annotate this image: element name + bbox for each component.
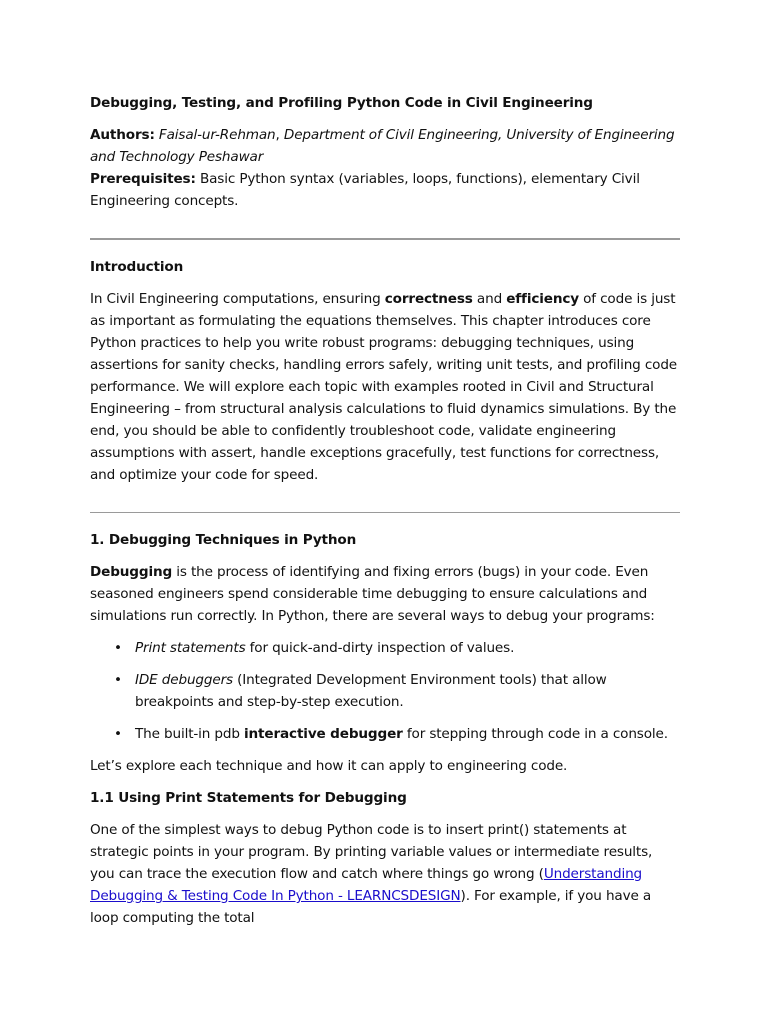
intro-text-2: and [472, 291, 507, 307]
section1-heading: 1. Debugging Techniques in Python [90, 532, 357, 548]
document-page [90, 92, 680, 939]
author-affiliation: Department of Civil Engineering, University of Engineering and Technology Peshawar [90, 127, 675, 165]
debugging-techniques-list [90, 637, 680, 745]
section1-closing-paragraph: Let’s explore each technique and how it can apply to engineering code. [90, 758, 568, 774]
list-item-text: for stepping through code in a console. [402, 726, 668, 742]
intro-text-1: In Civil Engineering computations, ensuring [90, 291, 385, 307]
intro-bold-efficiency: efficiency [506, 291, 579, 307]
section1-1-paragraph [90, 819, 680, 929]
introduction-paragraph [90, 288, 680, 486]
prerequisites-label: Prerequisites: [90, 171, 196, 187]
prerequisites-line [90, 168, 680, 212]
bullet-icon: • [114, 640, 122, 656]
reference-link[interactable]: Understanding Debugging & Testing Code In Python - LEARNCSDESIGN [90, 866, 643, 904]
list-item-text: (Integrated Development Environment tools) that allow breakpoints and step-by-step execution. [135, 672, 607, 710]
list-item-strong: interactive debugger [244, 726, 403, 742]
authors-separator: , [275, 127, 284, 143]
section-divider [90, 238, 680, 240]
bullet-icon: • [114, 672, 122, 688]
section1-1-text-2: ). For example, if you have a loop computing the total [90, 888, 652, 926]
list-item-emphasis: IDE debuggers [135, 672, 233, 688]
introduction-heading: Introduction [90, 259, 184, 275]
intro-bold-correctness: correctness [384, 291, 473, 307]
document-title: Debugging, Testing, and Profiling Python Code in Civil Engineering [90, 95, 593, 111]
section-divider [90, 512, 680, 513]
document-meta [90, 124, 680, 212]
bullet-icon: • [114, 726, 122, 742]
section1-text: is the process of identifying and fixing errors (bugs) in your code. Even seasoned engineers spend considerable time debugging to ensure calculations and simulations run correctly. In Python, there are several ways to debug your programs: [90, 564, 655, 624]
authors-label: Authors: [90, 127, 155, 143]
intro-text-3: of code is just as important as formulating the equations themselves. This chapter introduces core Python practices to help you write robust programs: debugging techniques, using assertions for sanity checks, handling errors safely, writing unit tests, and profiling code performance. We will explore each topic with examples rooted in Civil and Structural Engineering – from structural analysis calculations to fluid dynamics simulations. By the end, you should be able to confidently troubleshoot code, validate engineering assumptions with assert, handle exceptions gracefully, test functions for correctness, and optimize your code for speed. [90, 291, 678, 483]
author-name: Faisal-ur-Rehman [158, 127, 276, 143]
prerequisites-text: Basic Python syntax (variables, loops, functions), elementary Civil Engineering concepts. [90, 171, 640, 209]
section1-1-heading: 1.1 Using Print Statements for Debugging [90, 790, 407, 806]
section1-paragraph [90, 561, 680, 627]
section1-1-text-1: One of the simplest ways to debug Python code is to insert print() statements at strategic points in your program. By printing variable values or intermediate results, you can trace the execution flow and catch where things go wrong ( [90, 822, 653, 882]
list-item-emphasis: Print statements [135, 640, 246, 656]
authors-line [90, 124, 680, 168]
list-item-text: The built-in pdb [135, 726, 245, 742]
list-item [90, 723, 680, 745]
list-item [90, 669, 680, 713]
list-item [90, 637, 680, 659]
section1-bold-debugging: Debugging [90, 564, 173, 580]
list-item-text: for quick-and-dirty inspection of values. [245, 640, 515, 656]
